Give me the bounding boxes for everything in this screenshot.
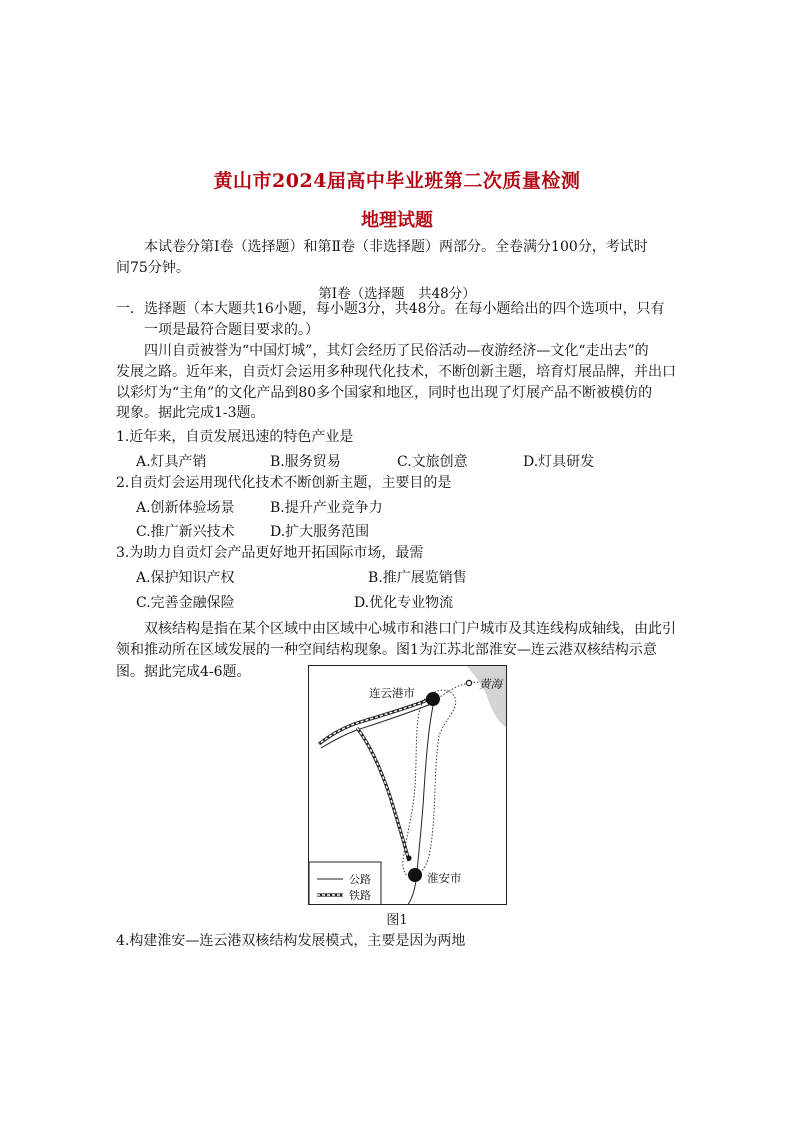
port-marker	[466, 680, 471, 685]
minor-town-marker	[406, 855, 411, 860]
lianyungang-label: 连云港市	[369, 686, 415, 700]
road-west	[321, 704, 431, 748]
legend-railway-label: 铁路	[349, 889, 371, 902]
exam-title: 黄山市2024届高中毕业班第二次质量检测	[213, 170, 581, 192]
question-2-stem: 2.自贡灯会运用现代化技术不断创新主题，主要目的是	[116, 475, 452, 491]
question-4-stem: 4.构建淮安—连云港双核结构发展模式，主要是因为两地	[116, 933, 466, 949]
figure-1-caption: 图1	[386, 913, 408, 928]
intro-line-2: 间75分钟。	[116, 260, 190, 276]
dotted-boundary	[403, 690, 456, 876]
yellow-sea-label: 黄海	[479, 677, 502, 691]
passage2-line-2: 领和推动所在区域发展的一种空间结构现象。图1为江苏北部淮安—连云港双核结构示意	[116, 642, 657, 658]
question-2-option-a[interactable]: A.创新体验场景	[136, 500, 235, 516]
passage1-line-2: 发展之路。近年来，自贡灯会运用多种现代化技术，不断创新主题，培育灯展品牌，并出口	[116, 364, 676, 380]
question-1-option-b[interactable]: B.服务贸易	[270, 454, 341, 470]
figure-1-map	[308, 665, 507, 905]
coast-connector	[435, 682, 479, 700]
huaian-label: 淮安市	[427, 871, 462, 885]
map-drawing	[309, 666, 507, 905]
passage1-line-3: 以彩灯为“主角”的文化产品到80多个国家和地区，同时也出现了灯展产品不断被模仿的	[116, 385, 653, 401]
instructions-line-1: 一．选择题（本大题共16小题，每小题3分，共48分。在每小题给出的四个选项中，只有	[116, 301, 665, 317]
question-3-stem: 3.为助力自贡灯会产品更好地开拓国际市场，最需	[116, 545, 424, 561]
passage1-line-4: 现象。据此完成1-3题。	[116, 405, 265, 421]
question-1-stem: 1.近年来，自贡发展迅速的特色产业是	[116, 429, 354, 445]
question-2-option-c[interactable]: C.推广新兴技术	[136, 524, 235, 540]
huaian-city-marker	[408, 868, 422, 882]
passage2-line-3: 图。据此完成4-6题。	[116, 664, 251, 680]
question-1-option-d[interactable]: D.灯具研发	[523, 454, 595, 470]
question-1-option-c[interactable]: C.文旅创意	[397, 454, 468, 470]
section-heading: 第Ⅰ卷（选择题 共48分）	[318, 286, 476, 302]
question-3-option-a[interactable]: A.保护知识产权	[136, 570, 235, 586]
question-3-option-b[interactable]: B.推广展览销售	[368, 570, 467, 586]
passage1-line-1: 四川自贡被誉为“中国灯城”，其灯会经历了民俗活动—夜游经济—文化“走出去”的	[144, 343, 649, 359]
intro-line-1: 本试卷分第Ⅰ卷（选择题）和第Ⅱ卷（非选择题）两部分。全卷满分100分，考试时	[144, 239, 648, 255]
question-3-option-d[interactable]: D.优化专业物流	[354, 595, 454, 611]
railway-south	[357, 728, 409, 861]
legend-road-label: 公路	[349, 873, 371, 886]
instructions-line-2: 一项是最符合题目要求的。）	[144, 322, 319, 338]
question-1-option-a[interactable]: A.灯具产销	[136, 454, 207, 470]
question-2-option-b[interactable]: B.提升产业竞争力	[270, 500, 383, 516]
exam-subtitle: 地理试题	[361, 210, 433, 231]
passage2-line-1: 双核结构是指在某个区域中由区域中心城市和港口门户城市及其连线构成轴线，由此引	[144, 621, 676, 637]
lianyungang-city-marker	[426, 692, 440, 706]
question-3-option-c[interactable]: C.完善金融保险	[136, 595, 235, 611]
question-2-option-d[interactable]: D.扩大服务范围	[270, 524, 370, 540]
